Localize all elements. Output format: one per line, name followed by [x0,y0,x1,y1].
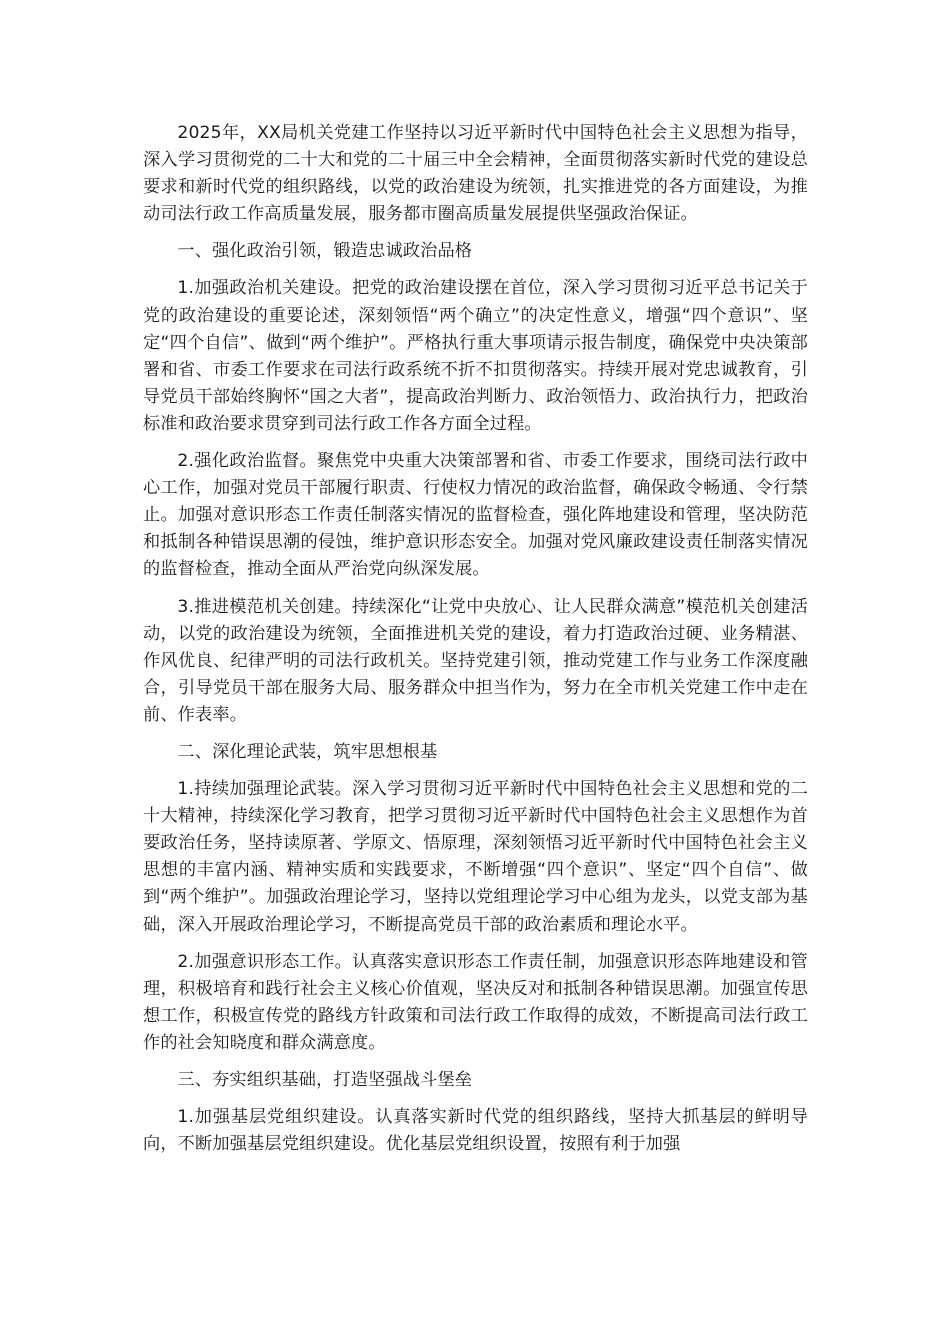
paragraph-1-3: 3.推进模范机关创建。持续深化“让党中央放心、让人民群众满意”模范机关创建活动，以党的政治建设为统领，全面推进机关党的建设，着力打造政治过硬、业务精湛、作风优良、纪律严明的司法行政机关。坚持党建引领，推动党建工作与业务工作深度融合，引导党员干部在服务大局、服务群众中担当作为，努力在全市机关党建工作中走在前、作表率。 [143,596,808,725]
section-heading-2: 二、深化理论武装，筑牢思想根基 [177,741,438,762]
document-body [143,120,808,1168]
paragraph-3-1: 1.加强基层党组织建设。认真落实新时代党的组织路线，坚持大抓基层的鲜明导向，不断加强基层党组织建设。优化基层党组织设置，按照有利于加强 [143,1107,808,1155]
section-heading-3: 三、夯实组织基础，打造坚强战斗堡垒 [177,1070,473,1090]
paragraph-2-2: 2.加强意识形态工作。认真落实意识形态工作责任制，加强意识形态阵地建设和管理，积极培育和践行社会主义核心价值观，坚决反对和抵制各种错误思潮。加强宣传思想工作，积极宣传党的路线方针政策和司法行政工作取得的成效，不断提高司法行政工作的社会知晓度和群众满意度。 [143,951,808,1053]
section-heading-1: 一、强化政治引领，锻造忠诚政治品格 [177,241,473,262]
paragraph-2-1: 1.持续加强理论武装。深入学习贯彻习近平新时代中国特色社会主义思想和党的二十大精神，持续深化学习教育，把学习贯彻习近平新时代中国特色社会主义思想作为首要政治任务，坚持读原著、学原文、悟原理，深刻领悟习近平新时代中国特色社会主义思想的丰富内涵、精神实质和实践要求，不断增强“四个意识”、坚定“四个自信”、做到“两个维护”。加强政治理论学习，坚持以党组理论学习中心组为龙头，以党支部为基础，深入开展政治理论学习，不断提高党员干部的政治素质和理论水平。 [143,779,808,935]
paragraph-1-2: 2.强化政治监督。聚焦党中央重大决策部署和省、市委工作要求，围绕司法行政中心工作，加强对党员干部履行职责、行使权力情况的政治监督，确保政令畅通、令行禁止。加强对意识形态工作责任制落实情况的监督检查，强化阵地建设和管理，坚决防范和抵制各种错误思潮的侵蚀，维护意识形态安全。加强对党风廉政建设责任制落实情况的监督检查，推动全面从严治党向纵深发展。 [143,451,808,580]
paragraph-1-1: 1.加强政治机关建设。把党的政治建设摆在首位，深入学习贯彻习近平总书记关于党的政治建设的重要论述，深刻领悟“两个确立”的决定性意义，增强“四个意识”、坚定“四个自信”、做到“两个维护”。严格执行重大事项请示报告制度，确保党中央决策部署和省、市委工作要求在司法行政系统不折不扣贯彻落实。持续开展对党忠诚教育，引导党员干部始终胸怀“国之大者”，提高政治判断力、政治领悟力、政治执行力，把政治标准和政治要求贯穿到司法行政工作各方面全过程。 [143,278,808,434]
intro-paragraph: 2025年，XX局机关党建工作坚持以习近平新时代中国特色社会主义思想为指导，深入学习贯彻党的二十大和党的二十届三中全会精神，全面贯彻落实新时代党的建设总要求和新时代党的组织路线，以党的政治建设为统领，扎实推进党的各方面建设，为推动司法行政工作高质量发展，服务都市圈高质量发展提供坚强政治保证。 [143,123,808,225]
